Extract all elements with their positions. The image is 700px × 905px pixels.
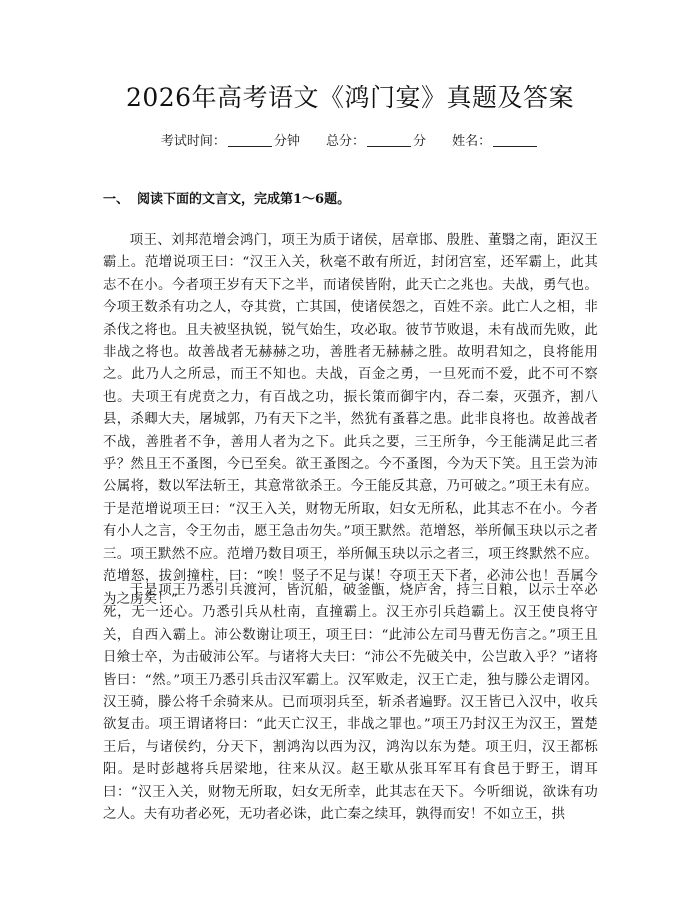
passage-paragraph-1: 项王、刘邦范增会鸿门，项王为质于诸侯，居章邯、殷胜、董翳之南，距汉王霸上。范增说项王曰：“汉王入关，秋毫不敢有所近，封闭宫室，还军霸上，此其志不在小。今者项王岁有天下之半，而诸侯皆附，此天亡之兆也。夫战，勇气也。今项王数杀有功之人，夺其赏，亡其国，使诸侯怨之，百姓不亲。此亡人之相，非杀伐之将也。且夫被坚执锐，锐气始生，攻必取。彼节节败退，未有战而先败，此非战之将也。故善战者无赫赫之功，善胜者无赫赫之胜。故明君知之，良将能用之。此乃人之所忌，而王不知也。夫战，百金之勇，一旦死而不爱，此不可不察也。夫项王有虎贲之力，有百战之功，振长策而御宇内，吞二秦，灭强齐，割八县，杀卿大夫，屠城郭，乃有天下之半，然犹有蚤暮之患。此非良将也。故善战者不战，善胜者不争，善用人者为之下。此兵之要，三王所争，今王能满足此三者乎？然且王不蚤图，今已至矣。欲王蚤图之。今不蚤图，今为天下笑。且王尝为沛公属将，数以军法斩王，其意常欲杀王。今王能反其意，乃可破之。”项王未有应。于是范增说项王曰：“汉王入关，财物无所取，妇女无所私，此其志不在小。今者有小人之言，令王勿击，愿王急击勿失。”项王默然。范增怒，举所佩玉玦以示之者三。项王默然不应。范增乃数目项王，举所佩玉玦以示之者三，项王终默然不应。范增怒，拔剑撞柱，曰：“唉！竖子不足与谋！夺项王天下者，必沛公也！吾属今为之虏矣！”: [103, 233, 598, 607]
exam-info-line: [0, 132, 700, 152]
section-heading: [103, 190, 350, 210]
total-score-blank: [367, 133, 411, 147]
section-instruction: 阅读下面的文言文，完成第1～6题。: [137, 192, 351, 207]
exam-time-unit: 分钟: [273, 134, 300, 149]
student-name-field: [452, 132, 539, 152]
student-name-label: 姓名：: [452, 134, 492, 149]
document-title: 2026年高考语文《鸿门宴》真题及答案: [125, 83, 575, 112]
total-score-label: 总分：: [325, 134, 365, 149]
total-score-field: [326, 132, 426, 152]
exam-time-label: 考试时间：: [160, 134, 226, 149]
student-name-blank: [493, 133, 537, 147]
exam-time-field: [161, 132, 300, 152]
section-number: 一、: [103, 192, 130, 207]
total-score-unit: 分: [413, 134, 427, 149]
passage-paragraph-2: 于是项王乃悉引兵渡河，皆沉船，破釜甑，烧庐舍，持三日粮，以示士卒必死，无一还心。乃悉引兵从杜南，直撞霸上。汉王亦引兵趋霸上。汉王使良将守关，自西入霸上。沛公数谢让项王，项王曰：“此沛公左司马曹无伤言之。”项王且日飨士卒，为击破沛公军。与诸将大夫曰：“沛公不先破关中，公岂敢入乎？”诸将皆曰：“然。”项王乃悉引兵击汉军霸上。汉军败走，汉王亡走，独与滕公走谓冈。汉王骑，滕公将千余骑来从。已而项羽兵至，斩杀者遍野。汉王皆已入汉中，收兵欲复击。项王谓诸将曰：“此天亡汉王，非战之罪也。”项王乃封汉王为汉王，置楚王后，与诸侯约，分天下，割鸿沟以西为汉，鸿沟以东为楚。项王归，汉王都栎阳。是时彭越将兵居梁地，往来从汉。赵王歇从张耳军耳有食邑于野王，谓耳曰：“汉王入关，财物无所取，妇女无所幸，此其志在天下。今听细说，欲诛有功之人。夫有功者必死，无功者必诛，此亡秦之续耳，孰得而安！不如立王，拱: [103, 583, 598, 823]
exam-time-blank: [228, 133, 272, 147]
